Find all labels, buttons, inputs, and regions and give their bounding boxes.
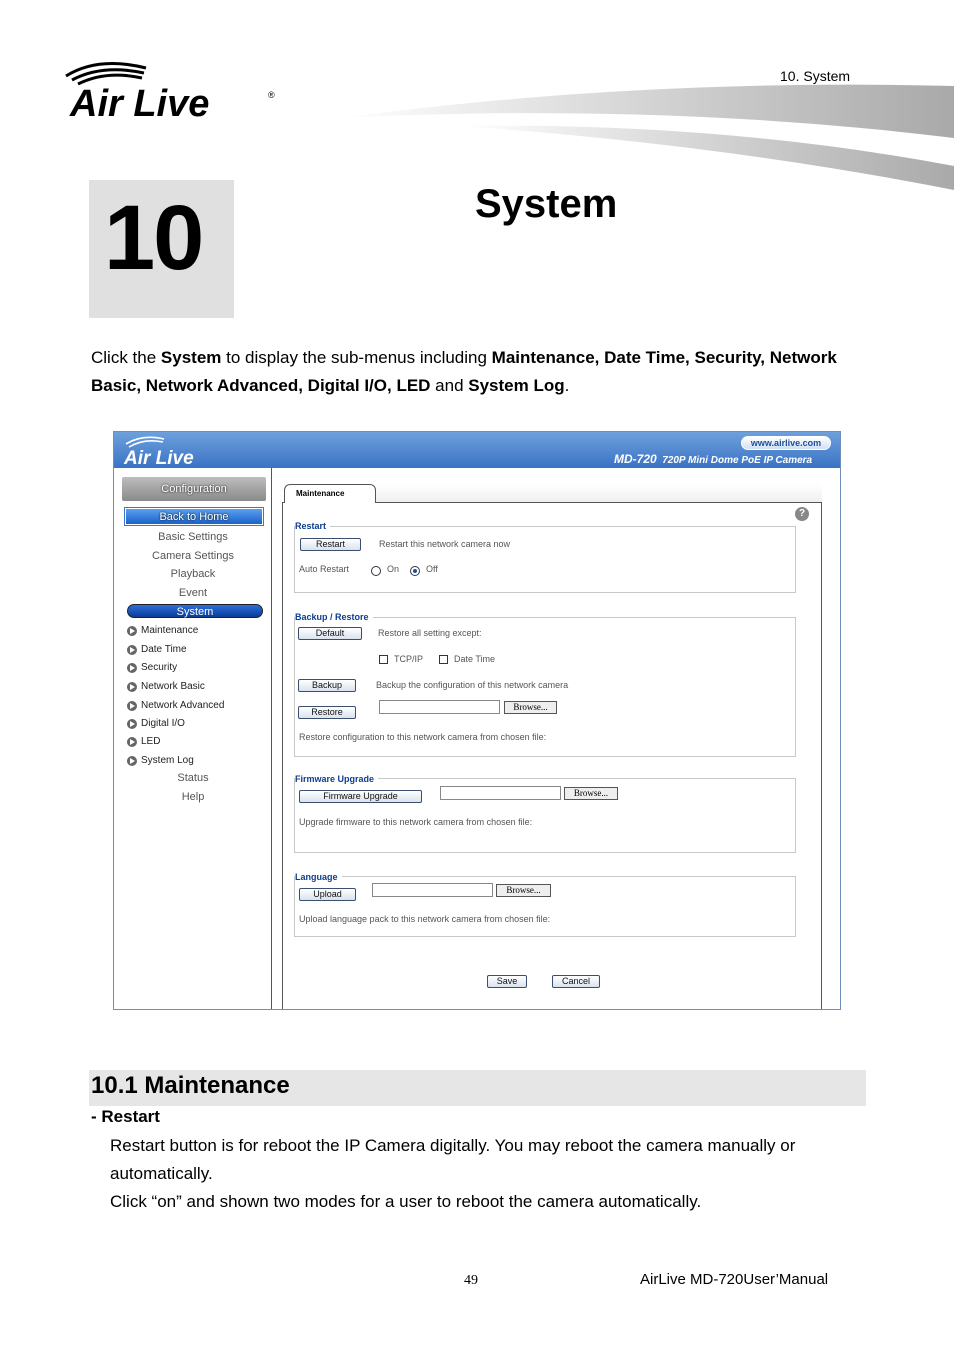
- play-bullet-icon: [127, 682, 137, 692]
- backup-button[interactable]: Backup: [298, 679, 356, 692]
- restore-button[interactable]: Restore: [298, 706, 356, 719]
- help-question-icon[interactable]: ?: [795, 507, 809, 521]
- sidebar-sub-network-advanced[interactable]: Network Advanced: [127, 700, 224, 711]
- sidebar-sub-maintenance[interactable]: Maintenance: [127, 625, 198, 636]
- sidebar-sub-network-basic[interactable]: Network Basic: [127, 681, 205, 692]
- restore-file-input[interactable]: [379, 700, 500, 714]
- language-desc: Upload language pack to this network camera from chosen file:: [299, 914, 551, 924]
- auto-restart-off-label: Off: [426, 564, 438, 574]
- sidebar-item-camera-settings[interactable]: Camera Settings: [152, 550, 234, 562]
- play-bullet-icon: [127, 626, 137, 636]
- sidebar-sub-system-log[interactable]: System Log: [127, 755, 194, 766]
- auto-restart-on-label: On: [387, 564, 400, 574]
- svg-text:®: ®: [268, 90, 275, 100]
- language-file-input[interactable]: [372, 883, 493, 897]
- play-bullet-icon: [127, 719, 137, 729]
- chapter-number: 10: [104, 187, 203, 289]
- sidebar-item-playback[interactable]: Playback: [170, 568, 216, 580]
- sidebar-item-system[interactable]: System: [127, 604, 263, 618]
- header-chapter-label: 10. System: [780, 68, 851, 84]
- sidebar-sub-security[interactable]: Security: [127, 662, 177, 673]
- restart-line-2: Click “on” and shown two modes for a user to reboot the camera automatically.: [110, 1192, 702, 1211]
- shot-sidebar: [114, 468, 272, 1010]
- sidebar-sub-digital-io[interactable]: Digital I/O: [127, 718, 185, 729]
- restart-line-1: Restart button is for reboot the IP Camera digitally. You may reboot the camera manually or automatically.: [110, 1136, 796, 1183]
- firmware-browse-button[interactable]: Browse...: [564, 787, 618, 800]
- cancel-button[interactable]: Cancel: [552, 975, 600, 988]
- sidebar-back-to-home[interactable]: Back to Home: [125, 508, 263, 525]
- auto-restart-on-radio[interactable]: [371, 566, 381, 576]
- svg-text:Air Live: Air Live: [70, 83, 210, 122]
- tab-maintenance[interactable]: Maintenance: [284, 484, 376, 503]
- restart-button[interactable]: Restart: [300, 538, 361, 551]
- section-title: 10.1 Maintenance: [91, 1072, 290, 1099]
- sidebar-sub-led[interactable]: LED: [127, 736, 160, 747]
- svg-text:Air Live: Air Live: [124, 448, 194, 466]
- auto-restart-off-radio[interactable]: [410, 566, 420, 576]
- header-swoosh-decoration: [340, 82, 954, 194]
- airlive-logo: [58, 58, 280, 122]
- language-legend: Language: [295, 872, 342, 882]
- play-bullet-icon: [127, 701, 137, 711]
- shot-url-badge[interactable]: www.airlive.com: [741, 436, 831, 450]
- sidebar-configuration[interactable]: Configuration: [122, 477, 266, 501]
- restart-group: [294, 526, 796, 593]
- shot-airlive-logo: [120, 434, 230, 466]
- datetime-label: Date Time: [454, 654, 496, 664]
- datetime-checkbox[interactable]: [439, 655, 448, 664]
- default-button[interactable]: Default: [298, 627, 362, 640]
- tcpip-checkbox[interactable]: [379, 655, 388, 664]
- default-desc: Restore all setting except:: [378, 628, 482, 638]
- camera-config-screenshot: [113, 431, 841, 1010]
- language-browse-button[interactable]: Browse...: [496, 884, 551, 897]
- subsection-title: - Restart: [91, 1107, 160, 1126]
- restart-legend: Restart: [295, 521, 330, 531]
- chapter-title: System: [475, 182, 618, 226]
- shot-tab-bar: [376, 484, 822, 503]
- restore-browse-button[interactable]: Browse...: [504, 701, 557, 714]
- intro-paragraph: Click the System to display the sub-menus including Maintenance, Date Time, Security, Network Basic, Network Advanced, Digital I/O, LED and System Log.: [91, 348, 837, 395]
- play-bullet-icon: [127, 756, 137, 766]
- play-bullet-icon: [127, 663, 137, 673]
- restart-paragraph: [110, 1132, 870, 1216]
- tcpip-label: TCP/IP: [394, 654, 424, 664]
- backup-restore-legend: Backup / Restore: [295, 612, 373, 622]
- upload-button[interactable]: Upload: [299, 888, 356, 901]
- firmware-file-input[interactable]: [440, 786, 561, 800]
- page-number: 49: [464, 1273, 478, 1288]
- save-button[interactable]: Save: [487, 975, 527, 988]
- sidebar-item-status[interactable]: Status: [177, 772, 209, 784]
- restore-desc: Restore configuration to this network camera from chosen file:: [299, 732, 547, 742]
- firmware-legend: Firmware Upgrade: [295, 774, 378, 784]
- sidebar-item-help[interactable]: Help: [181, 791, 205, 803]
- shot-model-title: MD-720 720P Mini Dome PoE IP Camera: [614, 452, 813, 466]
- footer-manual-title: AirLive MD-720User’Manual: [640, 1271, 829, 1288]
- play-bullet-icon: [127, 737, 137, 747]
- sidebar-sub-date-time[interactable]: Date Time: [127, 644, 187, 655]
- firmware-desc: Upgrade firmware to this network camera from chosen file:: [299, 817, 533, 827]
- auto-restart-label: Auto Restart: [299, 564, 350, 574]
- restart-desc: Restart this network camera now: [379, 539, 511, 549]
- sidebar-item-event[interactable]: Event: [178, 587, 208, 599]
- play-bullet-icon: [127, 645, 137, 655]
- sidebar-item-basic-settings[interactable]: Basic Settings: [158, 531, 228, 543]
- backup-desc: Backup the configuration of this network camera: [376, 680, 569, 690]
- firmware-upgrade-button[interactable]: Firmware Upgrade: [299, 790, 422, 803]
